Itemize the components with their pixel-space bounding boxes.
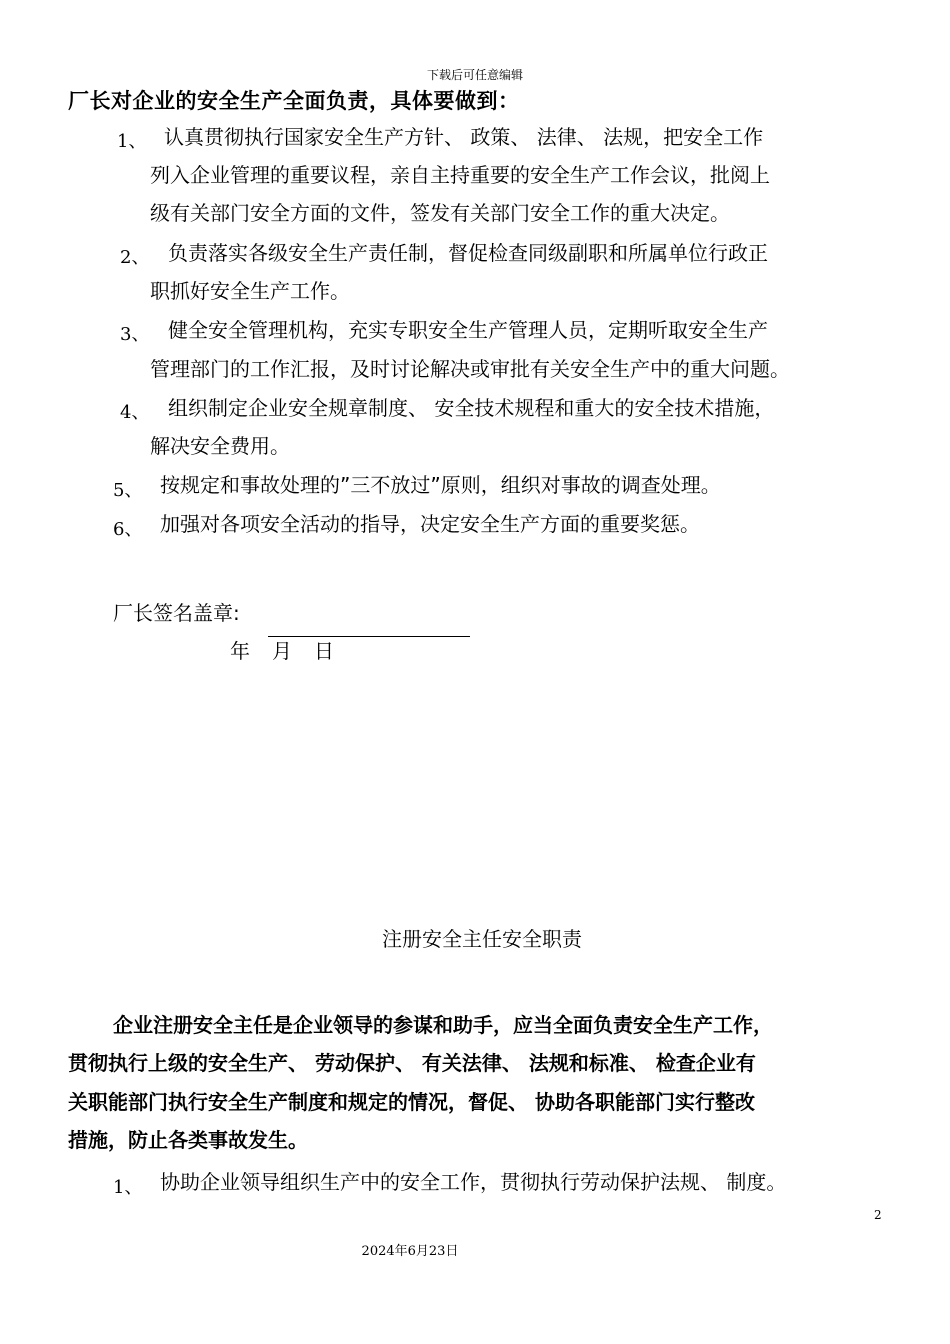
item-number: 4、 — [120, 402, 150, 423]
item-number: 1、 — [117, 131, 147, 152]
signature-label: 厂长签名盖章: — [113, 601, 240, 625]
item-number: 3、 — [120, 324, 150, 345]
signature-date — [230, 635, 356, 664]
intro-line: 措施，防止各类事故发生。 — [68, 1128, 308, 1152]
item-number: 1、 — [113, 1177, 143, 1198]
item-line: 负责落实各级安全生产责任制，督促检查同级副职和所属单位行政正 — [168, 241, 768, 265]
item-number: 5、 — [113, 480, 143, 501]
item-line: 按规定和事故处理的”三不放过”原则，组织对事故的调查处理。 — [160, 473, 721, 497]
section1-heading: 厂长对企业的安全生产全面负责，具体要做到： — [68, 89, 520, 113]
intro-line: 贯彻执行上级的安全生产、 劳动保护、 有关法律、 法规和标准、 检查企业有 — [68, 1051, 756, 1075]
item-line: 加强对各项安全活动的指导，决定安全生产方面的重要奖惩。 — [160, 512, 700, 536]
date-month-label: 月 — [272, 639, 292, 663]
item-line: 级有关部门安全方面的文件，签发有关部门安全工作的重大决定。 — [150, 201, 730, 225]
item-number: 6、 — [113, 519, 143, 540]
item-line: 管理部门的工作汇报，及时讨论解决或审批有关安全生产中的重大问题。 — [150, 357, 790, 381]
header-note: 下载后可任意编辑 — [426, 68, 523, 82]
section2-title: 注册安全主任安全职责 — [382, 927, 582, 951]
intro-line: 企业注册安全主任是企业领导的参谋和助手，应当全面负责安全生产工作， — [113, 1013, 773, 1037]
item-line: 协助企业领导组织生产中的安全工作，贯彻执行劳动保护法规、 制度。 — [160, 1170, 787, 1194]
item-line: 组织制定企业安全规章制度、 安全技术规程和重大的安全技术措施， — [168, 396, 775, 420]
intro-line: 关职能部门执行安全生产制度和规定的情况，督促、 协助各职能部门实行整改 — [68, 1090, 755, 1114]
date-year-label: 年 — [230, 639, 250, 663]
date-day-label: 日 — [314, 639, 334, 663]
item-number: 2、 — [120, 247, 150, 268]
item-line: 健全安全管理机构，充实专职安全生产管理人员，定期听取安全生产 — [168, 318, 768, 342]
page-number: 2 — [874, 1208, 882, 1222]
item-line: 解决安全费用。 — [150, 434, 290, 458]
item-line: 认真贯彻执行国家安全生产方针、 政策、 法律、 法规，把安全工作 — [164, 125, 764, 149]
item-line: 列入企业管理的重要议程，亲自主持重要的安全生产工作会议，批阅上 — [150, 163, 770, 187]
item-line: 职抓好安全生产工作。 — [150, 279, 350, 303]
footer-date: 2024年6月23日 — [361, 1244, 459, 1259]
